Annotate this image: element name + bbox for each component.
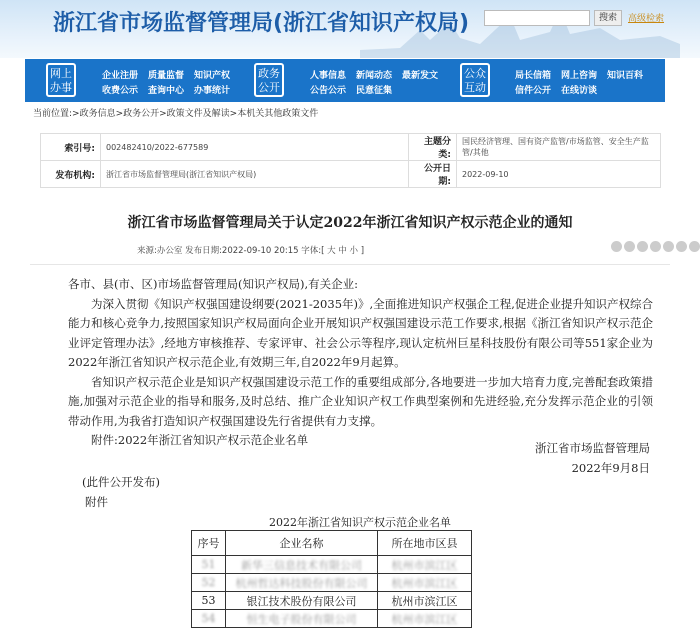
nav-link[interactable]: 办事统计 [194,86,231,96]
nav-group-online-service[interactable]: 网上办事 [46,63,76,97]
cell: 杭州市滨江区 [391,612,458,626]
douban-icon[interactable] [663,241,674,252]
cell: 恒生电子股份有限公司 [246,612,357,626]
publisher-value: 浙江省市场监督管理局(浙江省知识产权局) [101,161,409,188]
wechat-icon[interactable] [637,241,648,252]
index-value: 002482410/2022-677589 [101,134,409,161]
nav-link[interactable]: 人事信息 [310,71,347,81]
attachment-line: 附件:2022年浙江省知识产权示范企业名单 [91,433,309,447]
nav-link[interactable]: 局长信箱 [515,71,552,81]
document-info-table [40,133,661,188]
nav-link[interactable]: 信件公开 [515,86,552,96]
date-value: 2022-09-10 [457,161,661,188]
nav-link[interactable]: 公告公示 [310,86,347,96]
main-nav [25,59,665,102]
nav-group-public-interaction[interactable]: 公众互动 [460,63,490,97]
nav-link[interactable]: 质量监督 [148,71,185,81]
nav-link[interactable]: 收费公示 [102,86,139,96]
article-title: 浙江省市场监督管理局关于认定2022年浙江省知识产权示范企业的通知 [127,215,573,231]
cell: 52 [201,576,216,589]
column-header: 所在地市区县 [378,531,472,556]
more-icon[interactable] [689,241,700,252]
publisher-label: 发布机构: [41,161,101,188]
divider [30,264,670,265]
date-label: 公开日期: [409,161,457,188]
search-button[interactable]: 搜索 [594,10,622,26]
nav-link[interactable]: 知识百科 [607,71,644,81]
topic-label: 主题分类: [409,134,457,161]
table-title: 2022年浙江省知识产权示范企业名单 [269,516,451,529]
nav-link[interactable]: 查询中心 [148,86,185,96]
topic-value: 国民经济管理、国有资产监管/市场监管、安全生产监管/其他 [457,134,661,161]
paragraph: 省知识产权示范企业是知识产权强国建设示范工作的重要组成部分,各地要进一步加大培育力度,完善配套政策措施,加强对示范企业的指导和服务,及时总结、推广企业知识产权工作典型案例和先进经验,充分发挥示范企业的引领带动作用,为我省打造知识产权强国建设先行省提供有力支撑。 [68,374,653,428]
attachment-label: 附件 [85,495,108,509]
table-row [192,556,472,574]
pinterest-icon[interactable] [650,241,661,252]
nav-link[interactable]: 知识产权 [194,71,231,81]
index-label: 索引号: [41,134,101,161]
share-bar [611,241,700,252]
cell: 新华三信息技术有限公司 [241,558,362,572]
nav-link[interactable]: 企业注册 [102,71,139,81]
cell: 杭州哲达科技股份有限公司 [235,576,368,590]
cell: 杭州市滨江区 [391,558,458,572]
qzone-icon[interactable] [676,241,687,252]
cell: 杭州市滨江区 [391,594,458,608]
site-title: 浙江省市场监督管理局(浙江省知识产权局) [53,11,470,36]
sign-date: 2022年9月8日 [571,461,650,475]
column-header: 企业名称 [226,531,378,556]
column-header: 序号 [192,531,226,556]
table-row [192,610,472,628]
paragraph: 为深入贯彻《知识产权强国建设纲要(2021-2035年)》,全面推进知识产权强企工程,促进企业提升知识产权综合能力和核心竞争力,按照国家知识产权局面向企业开展知识产权强国建设示范工作要求,根据《浙江省知识产权示范企业评定管理办法》,经地方审核推荐、专家评审、社会公示等程序,现认定杭州巨星科技股份有限公司等551家企业为2022年浙江省知识产权示范企业,有效期三年,自2022年9月起算。 [68,296,653,369]
advanced-search-link[interactable]: 高级检索 [628,14,665,24]
table-row [192,592,472,610]
table-row [192,574,472,592]
search-input[interactable] [484,10,590,26]
article-meta: 来源:办公室 发布日期:2022-09-10 20:15 字体:[ 大 中 小 ] [137,246,365,256]
nav-link[interactable]: 网上咨询 [561,71,598,81]
signature: 浙江省市场监督管理局 [535,441,650,455]
nav-link[interactable]: 在线访谈 [561,86,598,96]
article-body [68,275,653,451]
nav-group-government-affairs[interactable]: 政务公开 [254,63,284,97]
weibo-icon[interactable] [611,241,622,252]
cell: 银江技术股份有限公司 [246,594,357,608]
breadcrumb[interactable]: 当前位置:>政务信息>政务公开>政策文件及解读>本机关其他政策文件 [33,109,319,119]
nav-link[interactable]: 新闻动态 [356,71,393,81]
cell: 53 [201,594,216,607]
nav-link[interactable]: 最新发文 [402,71,439,81]
cell: 杭州市滨江区 [391,576,458,590]
cell: 51 [201,558,216,571]
salutation: 各市、县(市、区)市场监督管理局(知识产权局),有关企业: [68,277,358,291]
qq-icon[interactable] [624,241,635,252]
enterprise-table [191,530,472,628]
nav-link[interactable]: 民意征集 [356,86,393,96]
cell: 54 [201,612,216,625]
public-note: (此件公开发布) [82,475,160,489]
